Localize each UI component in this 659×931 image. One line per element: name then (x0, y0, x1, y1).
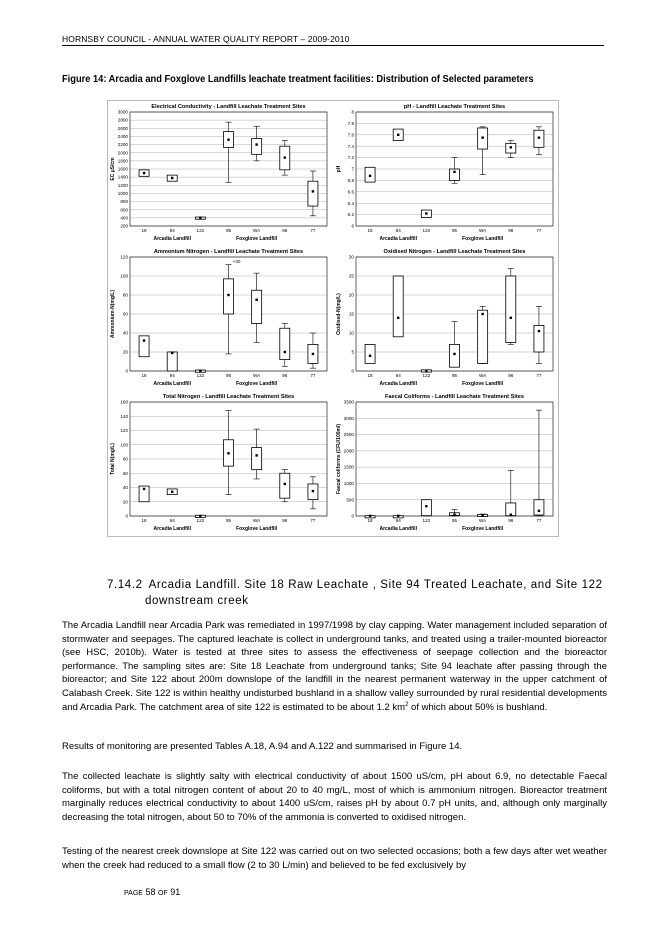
paragraph-3: The collected leachate is slightly salty with electrical conductivity of about 1500 uS/cm, pH about 6.9, no detectable Faecal coliforms, but with a total nitrogen content of about 20 to 40 mg/L, most of which is ammonium nitrogen. Bioreactor treatment marginally reduces electrical conductivity to about 1400 uS/cm, raises pH by about 0.7 pH units, and, although only marginally decreasing the total nitrogen, about 50 to 70% of the ammonia is converted to oxidised nitrogen. (62, 771, 607, 823)
x-tick-label: 96 (282, 228, 288, 233)
paragraph-1 (62, 619, 607, 714)
x-tick-label: 122 (422, 518, 431, 523)
y-tick-label: 40 (122, 485, 128, 491)
y-tick-label: 20 (122, 349, 128, 355)
median-point (538, 330, 540, 332)
y-tick-label: 100 (120, 442, 128, 448)
y-tick-label: 60 (122, 470, 128, 476)
x-tick-label: 18 (141, 373, 147, 378)
y-tick-label: 3000 (117, 109, 128, 115)
group-label: Foxglove Landfill (462, 526, 504, 532)
median-point (171, 491, 173, 493)
median-point (510, 317, 512, 319)
median-point (510, 513, 512, 515)
median-point (284, 483, 286, 485)
chart-title: pH - Landfill Leachate Treatment Sites (403, 104, 506, 110)
chart-svg-1 (108, 101, 334, 246)
median-point (481, 514, 483, 516)
chart-panel-3 (108, 246, 334, 391)
median-point (143, 488, 145, 490)
box-site-96 (506, 276, 516, 343)
x-tick-label: 94 (395, 373, 401, 378)
header-rule (62, 45, 604, 46)
y-axis-label: Faecal coliforms (CFU/100ml) (336, 423, 342, 495)
y-tick-label: 2800 (117, 117, 128, 123)
x-tick-label: 18 (367, 228, 373, 233)
y-tick-label: 6.8 (347, 178, 354, 183)
median-point (312, 353, 314, 355)
x-tick-label: 95 (451, 373, 458, 378)
x-tick-label: 77 (310, 518, 316, 523)
median-point (453, 353, 455, 355)
box-site-122 (421, 500, 431, 516)
box-site-18 (365, 344, 375, 363)
y-tick-label: 1000 (343, 481, 354, 487)
y-tick-label: 120 (120, 254, 128, 260)
x-tick-label: WA (253, 228, 261, 233)
median-point (199, 515, 201, 517)
median-point (481, 313, 483, 315)
median-point (312, 490, 314, 492)
y-tick-label: 7.8 (347, 121, 354, 126)
y-axis-label: EC µS/cm (110, 157, 116, 181)
median-point (453, 171, 455, 173)
group-label: Arcadia Landfill (379, 381, 417, 387)
chart-title: Faecal Coliforms - Landfill Leachate Treatment Sites (385, 394, 524, 400)
x-tick-label: 95 (451, 518, 458, 523)
y-tick-label: 120 (120, 428, 128, 434)
y-tick-label: 8 (351, 109, 354, 115)
x-tick-label: 77 (536, 518, 542, 523)
y-tick-label: 2400 (117, 134, 128, 140)
section-title-line1: Arcadia Landfill. Site 18 Raw Leachate , Site 94 Treated Leachate, and Site 122 (148, 579, 603, 591)
median-point (397, 317, 399, 319)
y-tick-label: 800 (120, 199, 128, 205)
y-tick-label: 140 (120, 413, 128, 419)
y-tick-label: 6.6 (347, 189, 354, 195)
footer-page-number: 58 (145, 887, 156, 897)
median-point (171, 177, 173, 179)
y-axis-label: pH (336, 165, 342, 173)
box-site-WA (252, 448, 262, 470)
median-point (227, 452, 229, 454)
y-tick-label: 100 (120, 273, 128, 279)
section-heading (107, 577, 607, 609)
chart-svg-3 (108, 246, 334, 391)
y-tick-label: 2200 (117, 142, 128, 148)
x-tick-label: 18 (141, 518, 147, 523)
x-tick-label: 77 (536, 373, 542, 378)
y-tick-label: 2500 (343, 432, 354, 438)
x-tick-label: 95 (225, 373, 232, 378)
median-point (369, 515, 371, 517)
median-point (425, 370, 427, 372)
group-label: Foxglove Landfill (462, 381, 504, 387)
median-point (369, 175, 371, 177)
box-site-77 (534, 325, 544, 352)
page-header: HORNSBY COUNCIL - ANNUAL WATER QUALITY REPORT – 2009-2010 (62, 34, 350, 44)
median-point (284, 156, 286, 158)
x-tick-label: 95 (225, 518, 232, 523)
chart-svg-5 (108, 391, 334, 536)
median-point (397, 134, 399, 136)
figure-charts (107, 100, 559, 537)
median-point (312, 190, 314, 192)
chart-panel-5 (108, 391, 334, 536)
box-site-WA (478, 310, 488, 363)
median-point (255, 143, 257, 145)
section-title-line2: downstream creek (145, 595, 249, 607)
median-point (538, 136, 540, 138)
y-tick-label: 5 (351, 349, 354, 355)
figure-title: Figure 14: Arcadia and Foxglove Landfills leachate treatment facilities: Distribution of Selected parameters (62, 74, 534, 85)
y-tick-label: 1600 (117, 166, 128, 172)
x-tick-label: 94 (169, 228, 175, 233)
y-tick-label: 30 (348, 254, 354, 260)
y-tick-label: 3500 (343, 399, 354, 405)
median-point (255, 454, 257, 456)
y-tick-label: 20 (348, 292, 354, 298)
x-tick-label: 96 (282, 518, 288, 523)
box-site-WA (252, 290, 262, 323)
group-label: Foxglove Landfill (236, 526, 278, 532)
y-tick-label: 6.2 (347, 212, 354, 218)
x-tick-label: 122 (422, 228, 431, 233)
group-label: Arcadia Landfill (153, 236, 191, 242)
y-tick-label: 7.2 (347, 155, 354, 161)
y-tick-label: 6 (351, 223, 354, 229)
x-tick-label: WA (479, 518, 487, 523)
chart-panel-6 (334, 391, 560, 536)
y-tick-label: 60 (122, 311, 128, 317)
x-tick-label: 18 (367, 518, 373, 523)
x-tick-label: 122 (196, 373, 205, 378)
chart-title: Total Nitrogen - Landfill Leachate Treatment Sites (162, 394, 295, 400)
y-tick-label: 2600 (117, 125, 128, 131)
y-tick-label: 1200 (117, 182, 128, 188)
y-tick-label: 15 (348, 311, 354, 317)
y-tick-label: 2000 (343, 448, 354, 454)
group-label: Foxglove Landfill (236, 236, 278, 242)
y-tick-label: 200 (120, 223, 128, 229)
y-tick-label: 80 (122, 292, 128, 298)
box-site-94 (167, 352, 177, 371)
chart-svg-4 (334, 246, 560, 391)
median-point (481, 136, 483, 138)
chart-svg-6 (334, 391, 560, 536)
median-point (227, 294, 229, 296)
x-tick-label: 95 (451, 228, 458, 233)
chart-panel-1 (108, 101, 334, 246)
y-tick-label: 25 (348, 273, 354, 279)
y-tick-label: 40 (122, 330, 128, 336)
x-tick-label: 94 (169, 373, 175, 378)
box-site-77 (308, 181, 318, 206)
chart-panel-2 (334, 101, 560, 246)
paragraph-1-text: The Arcadia Landfill near Arcadia Park was remediated in 1997/1998 by clay capping. Water management included separation of stormwater and seepages. The captured leachate is collect in underground tanks, and treated using a trailer-mounted bioreactor (see HSC, 2010b). Water is tested at three sites to assess the effectiveness of seepage collection and the bioreactor performance. The sampling sites are: Site 18 Leachate from underground tanks; Site 94 leachate after passing through the bioreactor; and Site 122 about 200m downslope of the landfill in the nearest permanent waterway in the upper catchment of Calabash Creek. Site 122 is within healthy undisturbed bushland in a shallow valley surrounded by rural residential developments and Arcadia Park. The catchment area of site 122 is estimated to be about 1.2 km (62, 620, 607, 713)
y-tick-label: 6.4 (347, 200, 354, 206)
y-tick-label: 500 (346, 497, 354, 503)
x-tick-label: 96 (282, 373, 288, 378)
box-site-94 (393, 276, 403, 337)
median-point (425, 212, 427, 214)
median-point (255, 299, 257, 301)
median-point (369, 355, 371, 357)
x-tick-label: 96 (508, 518, 514, 523)
x-tick-label: WA (253, 518, 261, 523)
x-tick-label: 122 (196, 228, 205, 233)
y-tick-label: 0 (351, 513, 354, 519)
y-tick-label: 7.6 (347, 132, 354, 138)
y-axis-label: Ammonium-N(mg/L) (110, 289, 116, 339)
x-tick-label: 18 (367, 373, 373, 378)
x-tick-label: WA (479, 228, 487, 233)
group-label: Foxglove Landfill (236, 381, 278, 387)
footer-of-word: OF (157, 890, 168, 897)
group-label: Arcadia Landfill (153, 381, 191, 387)
paragraph-4: Testing of the nearest creek downslope at Site 122 was carried out on two selected occasions; both a few days after wet weather when the creek had reduced to a small flow (2 to 30 L/min) and believed to be fed exclusively by (62, 846, 607, 871)
y-tick-label: 80 (122, 456, 128, 462)
box-site-95 (450, 344, 460, 367)
median-point (199, 370, 201, 372)
median-point (425, 505, 427, 507)
median-point (199, 217, 201, 219)
y-tick-label: 0 (125, 368, 128, 374)
x-tick-label: 96 (508, 228, 514, 233)
y-axis-label: Total N(mg/L) (110, 443, 116, 475)
y-tick-label: 600 (120, 207, 128, 213)
box-site-77 (534, 500, 544, 515)
y-tick-label: 10 (348, 330, 354, 336)
y-tick-label: 3000 (343, 415, 354, 421)
x-tick-label: 95 (225, 228, 232, 233)
chart-title: Ammonium Nitrogen - Landfill Leachate Treatment Sites (153, 249, 304, 255)
y-tick-label: 1800 (117, 158, 128, 164)
x-tick-label: 96 (508, 373, 514, 378)
x-tick-label: 94 (395, 228, 401, 233)
x-tick-label: 94 (395, 518, 401, 523)
x-tick-label: 122 (196, 518, 205, 523)
page-footer (124, 887, 180, 897)
median-point (284, 351, 286, 353)
y-tick-label: 160 (120, 399, 128, 405)
median-point (397, 515, 399, 517)
y-tick-label: 7.4 (347, 143, 354, 149)
box-site-18 (139, 336, 149, 357)
x-tick-label: WA (479, 373, 487, 378)
x-tick-label: 122 (422, 373, 431, 378)
y-tick-label: 0 (351, 368, 354, 374)
x-tick-label: 94 (169, 518, 175, 523)
section-number: 7.14.2 (107, 579, 143, 591)
group-label: Arcadia Landfill (379, 526, 417, 532)
footer-page-word: PAGE (124, 890, 143, 897)
y-tick-label: 1400 (117, 174, 128, 180)
x-tick-label: 18 (141, 228, 147, 233)
paragraph-1-end: of which about 50% is bushland. (408, 701, 548, 713)
x-tick-label: 77 (536, 228, 542, 233)
median-point (453, 513, 455, 515)
chart-title: Oxidised Nitrogen - Landfill Leachate Treatment Sites (383, 249, 526, 255)
box-site-WA (252, 138, 262, 154)
median-point (538, 510, 540, 512)
paragraph-2: Results of monitoring are presented Tables A.18, A.94 and A.122 and summarised in Figure 14. (62, 741, 463, 752)
annotation: +30 (232, 259, 241, 264)
y-tick-label: 7 (351, 166, 354, 172)
median-point (143, 172, 145, 174)
footer-total-pages: 91 (170, 887, 181, 897)
y-tick-label: 2000 (117, 150, 128, 156)
group-label: Arcadia Landfill (153, 526, 191, 532)
y-tick-label: 1000 (117, 191, 128, 197)
median-point (510, 146, 512, 148)
plot-frame (356, 402, 553, 516)
box-site-95 (224, 279, 234, 314)
superscript: 2 (405, 701, 409, 708)
y-tick-label: 400 (120, 215, 128, 221)
y-tick-label: 20 (122, 499, 128, 505)
median-point (171, 352, 173, 354)
x-tick-label: 77 (310, 228, 316, 233)
chart-panel-4 (334, 246, 560, 391)
median-point (227, 138, 229, 140)
x-tick-label: WA (253, 373, 261, 378)
y-tick-label: 1500 (343, 464, 354, 470)
group-label: Arcadia Landfill (379, 236, 417, 242)
y-tick-label: 0 (125, 513, 128, 519)
group-label: Foxglove Landfill (462, 236, 504, 242)
box-site-96 (280, 328, 290, 359)
chart-svg-2 (334, 101, 560, 246)
x-tick-label: 77 (310, 373, 316, 378)
y-axis-label: Oxidised-N(mg/L) (336, 293, 342, 335)
median-point (143, 339, 145, 341)
chart-title: Electrical Conductivity - Landfill Leachate Treatment Sites (151, 104, 306, 110)
box-site-96 (280, 473, 290, 498)
